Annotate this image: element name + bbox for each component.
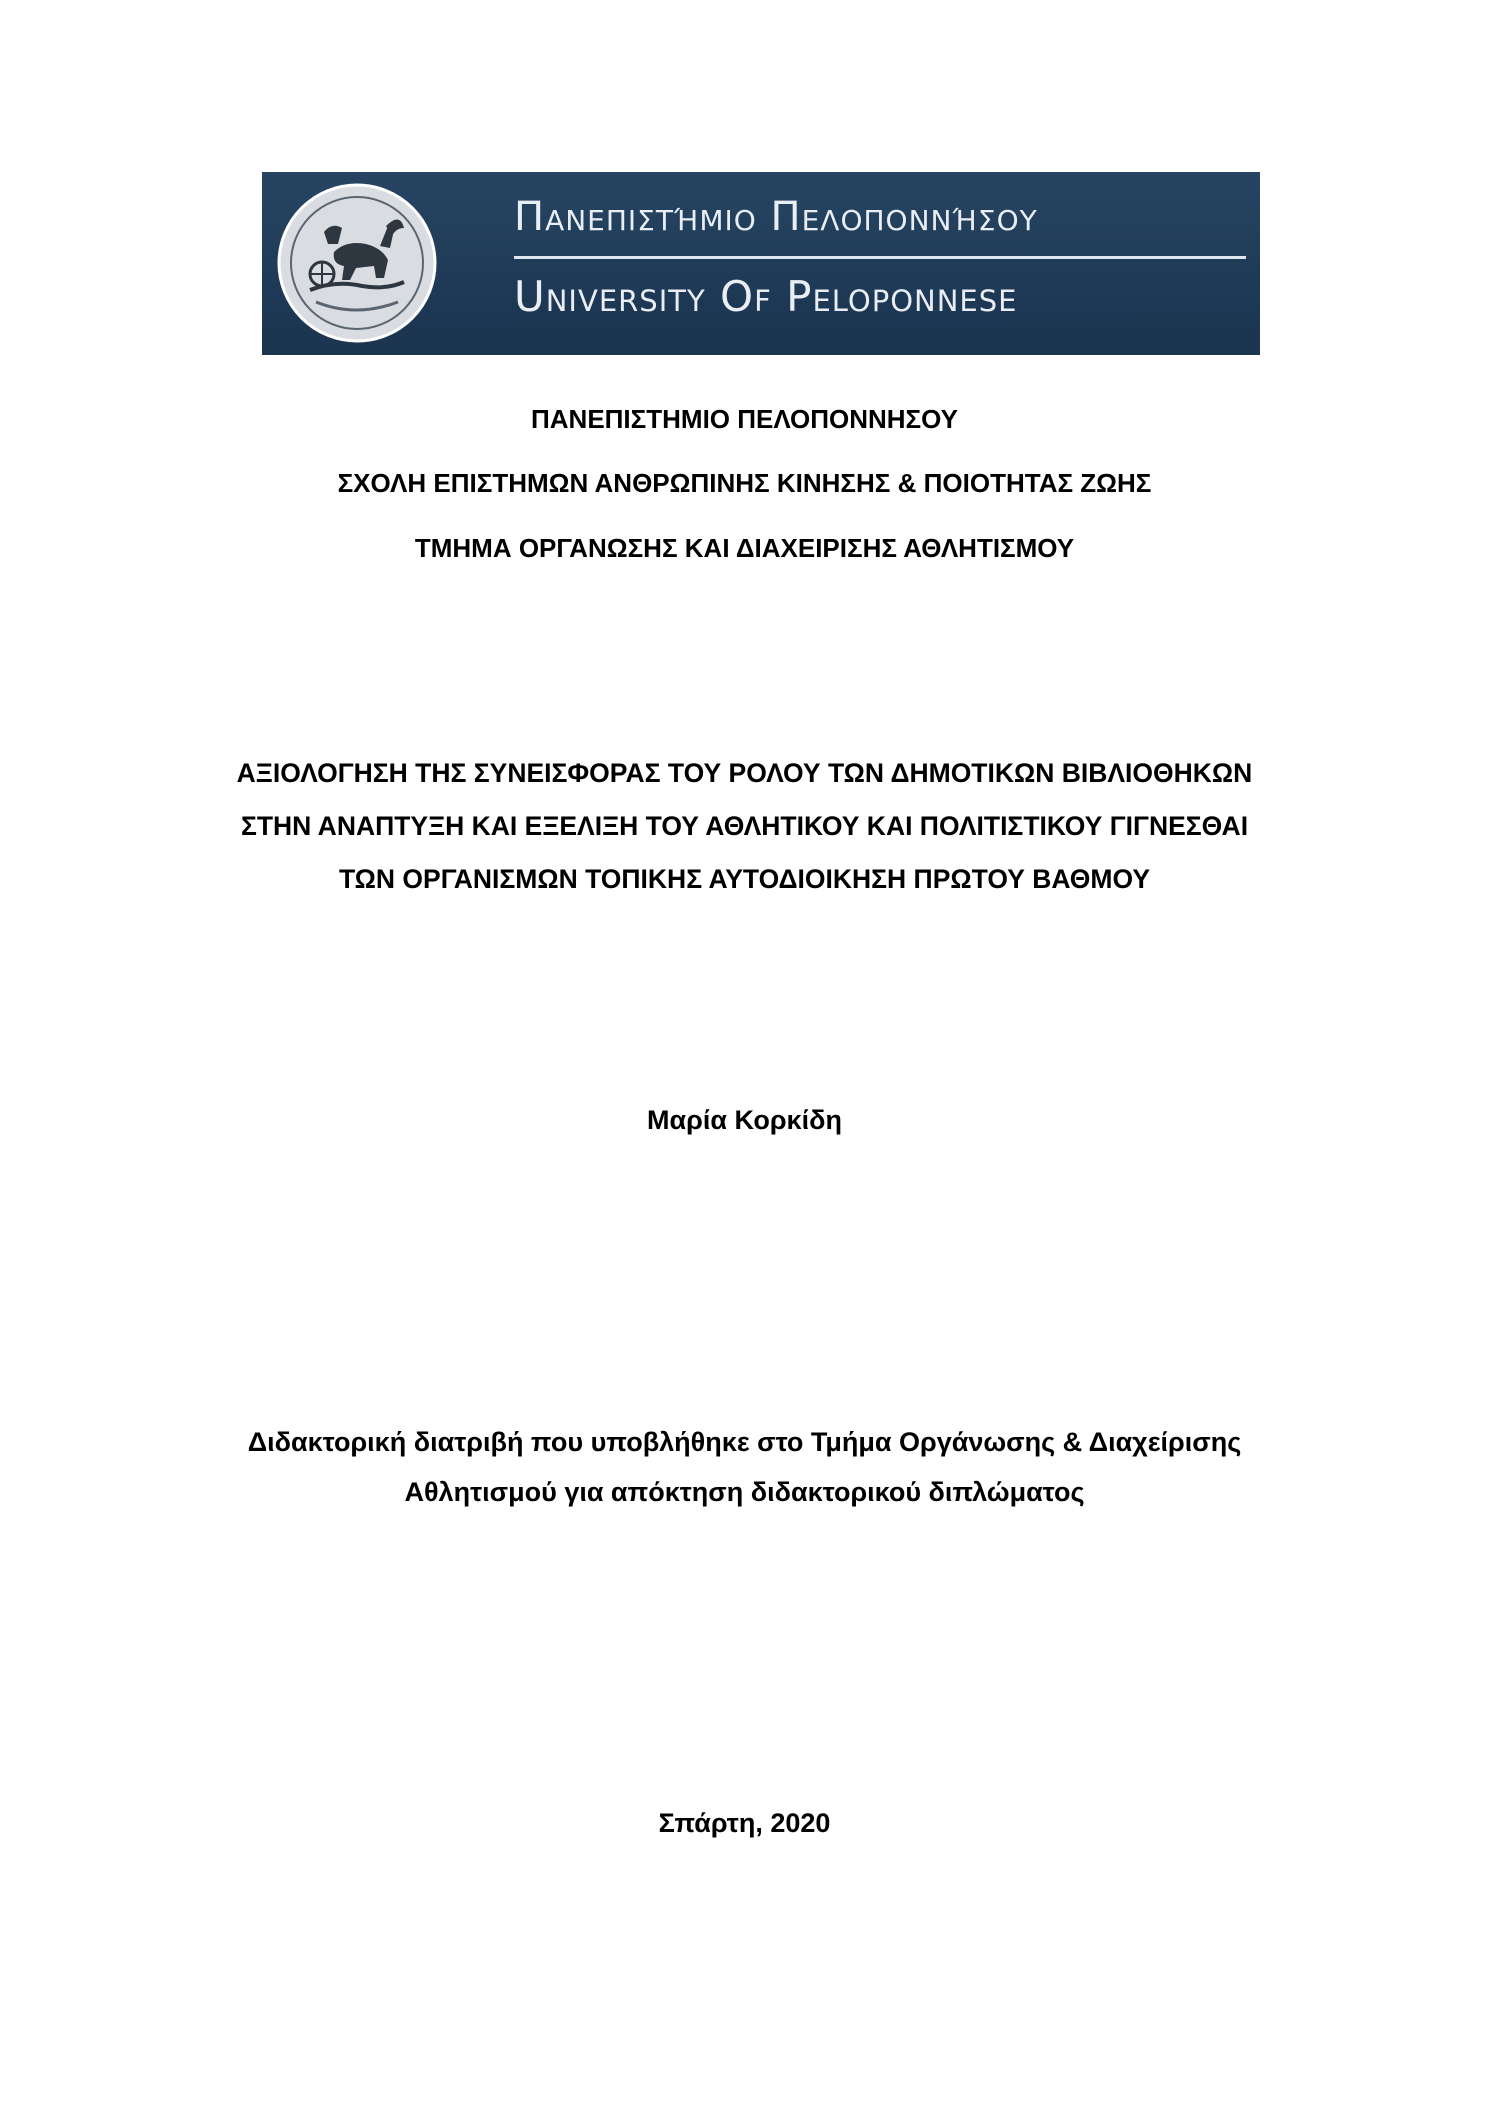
university-logo-banner xyxy=(262,172,1260,355)
header-department: ΤΜΗΜΑ ΟΡΓΑΝΩΣΗΣ ΚΑΙ ΔΙΑΧΕΙΡΙΣΗΣ ΑΘΛΗΤΙΣΜΟΥ xyxy=(414,533,1075,563)
thesis-title-line-1: ΑΞΙΟΛΟΓΗΣΗ ΤΗΣ ΣΥΝΕΙΣΦΟΡΑΣ ΤΟΥ ΡΟΛΟΥ ΤΩΝ ΔΗΜΟΤΙΚΩΝ ΒΙΒΛΙΟΘΗΚΩΝ xyxy=(236,758,1253,788)
seal-icon xyxy=(276,182,438,344)
author-name: Μαρία Κορκίδη xyxy=(647,1105,842,1135)
university-name-english: University Of Peloponnese xyxy=(514,272,1018,321)
university-name-block xyxy=(514,172,1244,355)
thesis-title-line-2: ΣΤΗΝ ΑΝΑΠΤΥΞΗ ΚΑΙ ΕΞΕΛΙΞΗ ΤΟΥ ΑΘΛΗΤΙΚΟΥ ΚΑΙ ΠΟΛΙΤΙΣΤΙΚΟΥ ΓΙΓΝΕΣΘΑΙ xyxy=(240,811,1249,841)
thesis-title-line-3: ΤΩΝ ΟΡΓΑΝΙΣΜΩΝ ΤΟΠΙΚΗΣ ΑΥΤΟΔΙΟΙΚΗΣΗ ΠΡΩΤΟΥ ΒΑΘΜΟΥ xyxy=(338,864,1151,894)
thesis-description-line-1: Διδακτορική διατριβή που υποβλήθηκε στο Τμήμα Οργάνωσης & Διαχείρισης xyxy=(247,1427,1242,1457)
university-name-greek: Πανεπιστήμιο Πελοποννήσου xyxy=(514,194,1038,240)
thesis-description-line-2: Αθλητισμού για απόκτηση διδακτορικού διπλώματος xyxy=(404,1477,1085,1507)
banner-divider xyxy=(514,256,1246,259)
header-university: ΠΑΝΕΠΙΣΤΗΜΙΟ ΠΕΛΟΠΟΝΝΗΣΟΥ xyxy=(530,404,959,434)
place-and-date: Σπάρτη, 2020 xyxy=(658,1808,831,1838)
header-school: ΣΧΟΛΗ ΕΠΙΣΤΗΜΩΝ ΑΝΘΡΩΠΙΝΗΣ ΚΙΝΗΣΗΣ & ΠΟΙΟΤΗΤΑΣ ΖΩΗΣ xyxy=(337,468,1152,498)
